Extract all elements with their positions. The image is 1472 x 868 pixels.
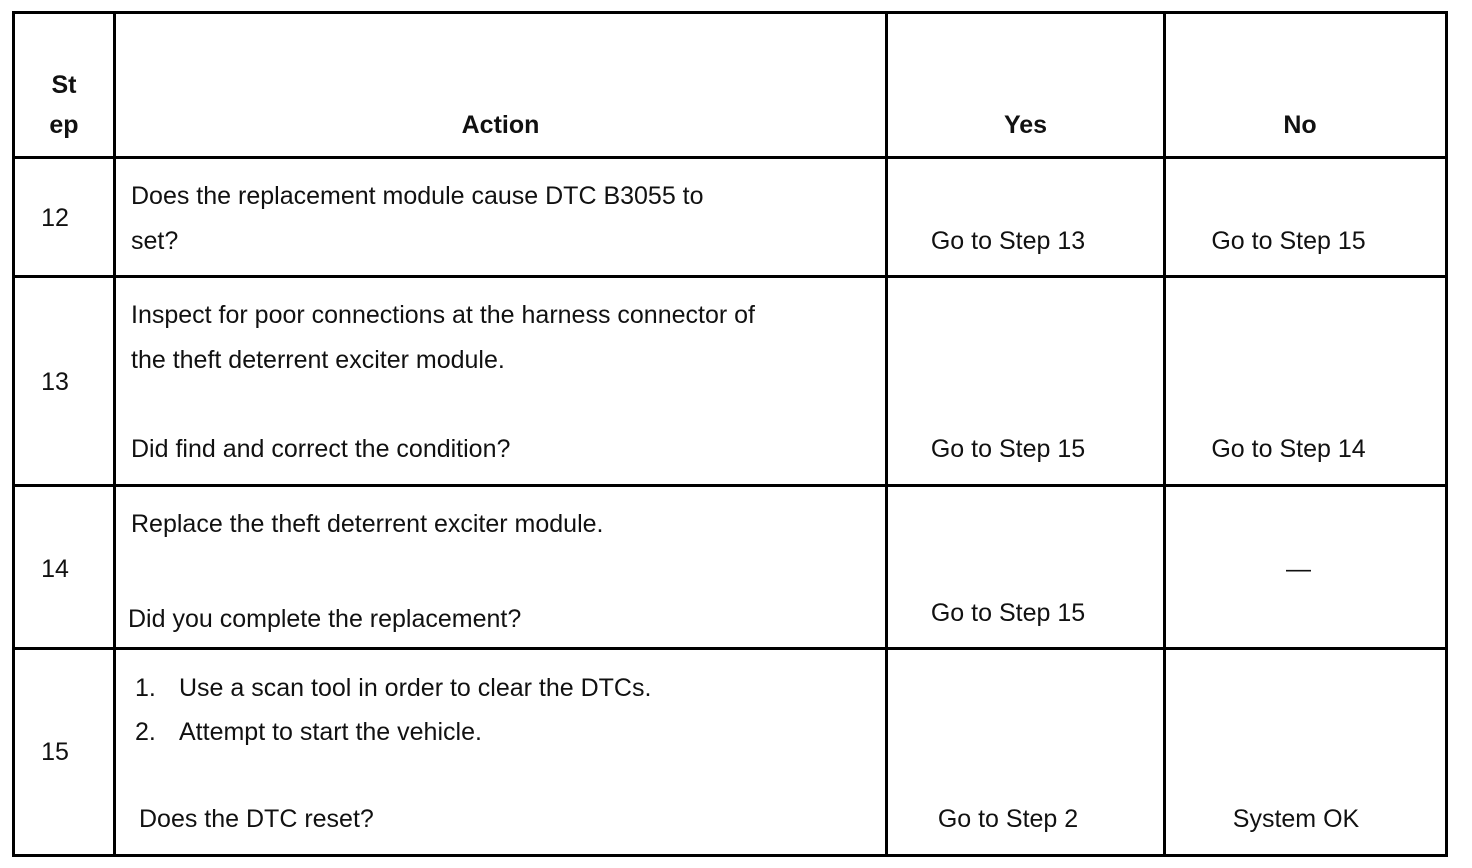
- list-item: [135, 673, 651, 703]
- yes-result: Go to Step 15: [930, 435, 1086, 463]
- action-question: Did you complete the replacement?: [128, 605, 522, 633]
- action-text: the theft deterrent exciter module.: [131, 346, 505, 374]
- no-result: Go to Step 15: [1211, 227, 1366, 255]
- no-result: —: [1286, 555, 1311, 583]
- list-number: 1.: [135, 674, 156, 702]
- yes-result: Go to Step 13: [930, 227, 1086, 255]
- action-text: Replace the theft deterrent exciter module.: [131, 510, 604, 538]
- list-text: Attempt to start the vehicle.: [179, 718, 482, 746]
- yes-result: Go to Step 2: [937, 805, 1079, 833]
- action-text: set?: [131, 227, 179, 255]
- row-divider-14: [12, 647, 1448, 650]
- yes-result: Go to Step 15: [930, 599, 1086, 627]
- no-result: Go to Step 14: [1211, 435, 1366, 463]
- header-yes: Yes: [1003, 111, 1048, 139]
- action-text: Inspect for poor connections at the harness connector of: [131, 301, 755, 329]
- step-number: 14: [41, 555, 69, 583]
- list-number: 2.: [135, 718, 156, 746]
- header-divider: [12, 156, 1448, 159]
- action-question: Does the DTC reset?: [139, 805, 374, 833]
- row-divider-13: [12, 484, 1448, 487]
- header-step-line1: St: [51, 71, 77, 99]
- header-no: No: [1283, 111, 1317, 139]
- header-step-line2: ep: [49, 111, 79, 139]
- step-number: 12: [41, 204, 69, 232]
- action-question: Did find and correct the condition?: [131, 435, 511, 463]
- header-action: Action: [461, 111, 540, 139]
- step-number: 13: [41, 368, 69, 396]
- list-text: Use a scan tool in order to clear the DTCs.: [179, 674, 652, 702]
- no-result: System OK: [1232, 805, 1360, 833]
- action-text: Does the replacement module cause DTC B3055 to: [131, 182, 704, 210]
- row-divider-12: [12, 275, 1448, 278]
- step-number: 15: [41, 738, 69, 766]
- list-item: [135, 717, 482, 747]
